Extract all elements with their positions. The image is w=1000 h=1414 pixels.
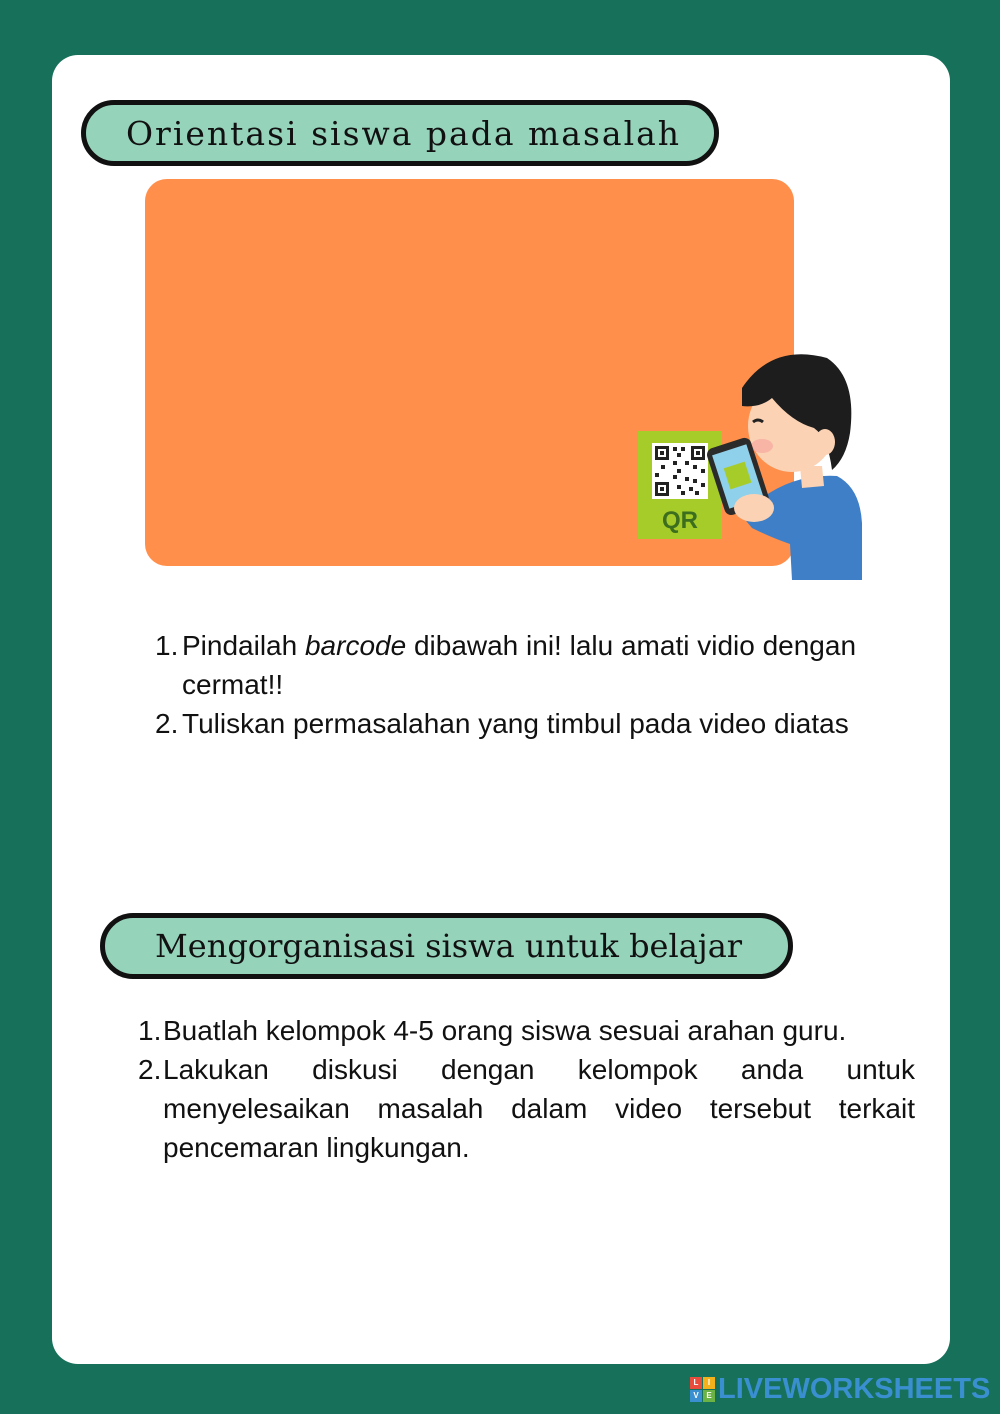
- section-title-orientation: [81, 100, 719, 166]
- section-title-orientation-text: Orientasi siswa pada masalah: [126, 113, 682, 153]
- liveworksheets-logo-icon: L I V E: [690, 1377, 715, 1402]
- liveworksheets-logo[interactable]: [690, 1373, 990, 1406]
- qr-label: QR: [662, 507, 698, 534]
- list-item-text: Tuliskan permasalahan yang timbul pada video diatas: [182, 708, 849, 739]
- list-item-number: 1.: [138, 1015, 162, 1046]
- list-item: [155, 626, 885, 704]
- list-item-text: Lakukan diskusi dengan kelompok anda untuk menyelesaikan masalah dalam video tersebut terkait pencemaran lingkungan.: [163, 1054, 915, 1163]
- list-item-number: 2.: [138, 1054, 162, 1085]
- list-item-text: Pindailah barcode dibawah ini! lalu amati vidio dengan cermat!!: [182, 630, 857, 700]
- section-title-organizing: [100, 913, 793, 979]
- liveworksheets-brand-text: LIVEWORKSHEETS: [718, 1373, 991, 1405]
- list-item: [155, 704, 885, 743]
- instruction-list-2: [138, 1011, 915, 1167]
- section-title-organizing-text: Mengorganisasi siswa untuk belajar: [155, 927, 743, 965]
- list-item: [138, 1050, 915, 1167]
- list-item-number: 2.: [155, 708, 179, 739]
- list-item: [138, 1011, 915, 1050]
- boy-scanning-qr-illustration: [632, 348, 868, 584]
- list-item-text: Buatlah kelompok 4-5 orang siswa sesuai arahan guru.: [163, 1015, 847, 1046]
- list-item-number: 1.: [155, 630, 179, 661]
- barcode-term: barcode: [304, 630, 407, 661]
- instruction-list-1: [155, 626, 885, 743]
